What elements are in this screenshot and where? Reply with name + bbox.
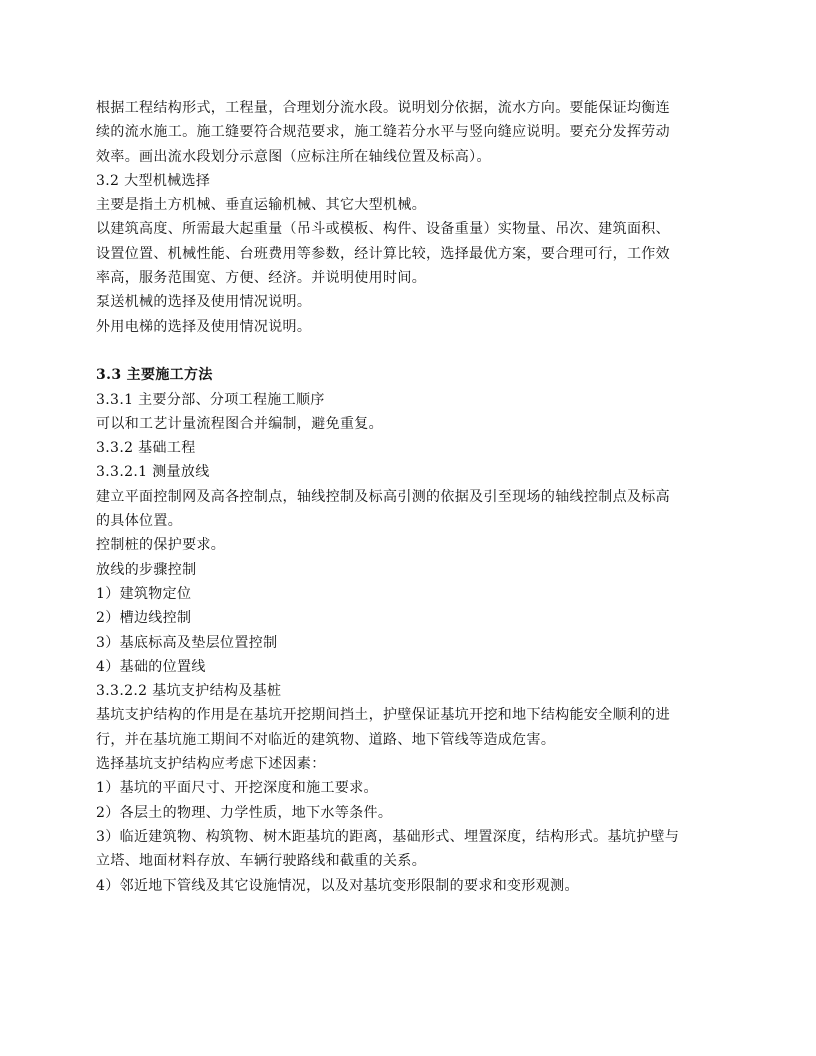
list-item: 3）基底标高及垫层位置控制 [96,634,278,651]
paragraph-line: 效率。画出流水段划分示意图（应标注所在轴线位置及标高）。 [96,148,491,165]
paragraph-line: 泵送机械的选择及使用情况说明。 [96,294,312,311]
subsection-heading: 3.3.2 基础工程 [96,440,196,457]
paragraph-line: 根据工程结构形式，工程量，合理划分流水段。说明划分依据，流水方向。要能保证均衡连 [96,100,670,116]
list-item: 1）基坑的平面尺寸、开挖深度和施工要求。 [96,780,378,797]
paragraph-line: 选择基坑支护结构应考虑下述因素： [96,756,326,773]
paragraph-line: 的具体位置。 [96,513,183,530]
paragraph-line: 控制桩的保护要求。 [96,537,226,554]
document-page [96,96,746,898]
paragraph-line: 主要是指土方机械、垂直运输机械、其它大型机械。 [96,197,427,214]
paragraph-line: 建立平面控制网及高各控制点，轴线控制及标高引测的依据及引至现场的轴线控制点及标高 [96,488,670,505]
subsection-heading: 3.3.2.2 基坑支护结构及基桩 [96,683,282,700]
paragraph-line: 续的流水施工。施工缝要符合规范要求，施工缝若分水平与竖向缝应说明。要充分发挥劳动 [96,124,670,141]
paragraph-line: 可以和工艺计量流程图合并编制，避免重复。 [96,415,383,432]
paragraph-line: 外用电梯的选择及使用情况说明。 [96,318,312,335]
paragraph-line: 放线的步骤控制 [96,561,197,578]
list-item: 2）各层土的物理、力学性质，地下水等条件。 [96,804,393,821]
paragraph-line: 率高，服务范围宽、方便、经济。并说明使用时间。 [96,270,427,287]
paragraph-line: 行，并在基坑施工期间不对临近的建筑物、道路、地下管线等造成危害。 [96,731,556,748]
subsection-heading: 3.3.2.1 测量放线 [96,464,210,481]
paragraph-line: 基坑支护结构的作用是在基坑开挖期间挡土，护壁保证基坑开挖和地下结构能安全顺利的进 [96,707,670,724]
subsection-heading: 3.3.1 主要分部、分项工程施工顺序 [96,391,325,408]
paragraph-line: 设置位置、机械性能、台班费用等参数，经计算比较，选择最优方案，要合理可行，工作效 [96,245,670,262]
section-heading: 3.2 大型机械选择 [96,172,211,189]
list-item: 1）建筑物定位 [96,585,192,602]
paragraph-line: 以建筑高度、所需最大起重量（吊斗或模板、构件、设备重量）实物量、吊次、建筑面积、 [96,221,670,238]
list-item: 2）槽边线控制 [96,610,192,627]
list-item: 4）基础的位置线 [96,658,206,675]
list-item: 4）邻近地下管线及其它设施情况，以及对基坑变形限制的要求和变形观测。 [96,877,579,894]
section-heading: 3.3 主要施工方法 [96,367,213,384]
list-item: 3）临近建筑物、构筑物、树木距基坑的距离，基础形式、埋置深度，结构形式。基坑护壁与 [96,828,680,845]
list-item: 立塔、地面材料存放、车辆行驶路线和截重的关系。 [96,853,427,870]
blank-line [96,339,746,363]
